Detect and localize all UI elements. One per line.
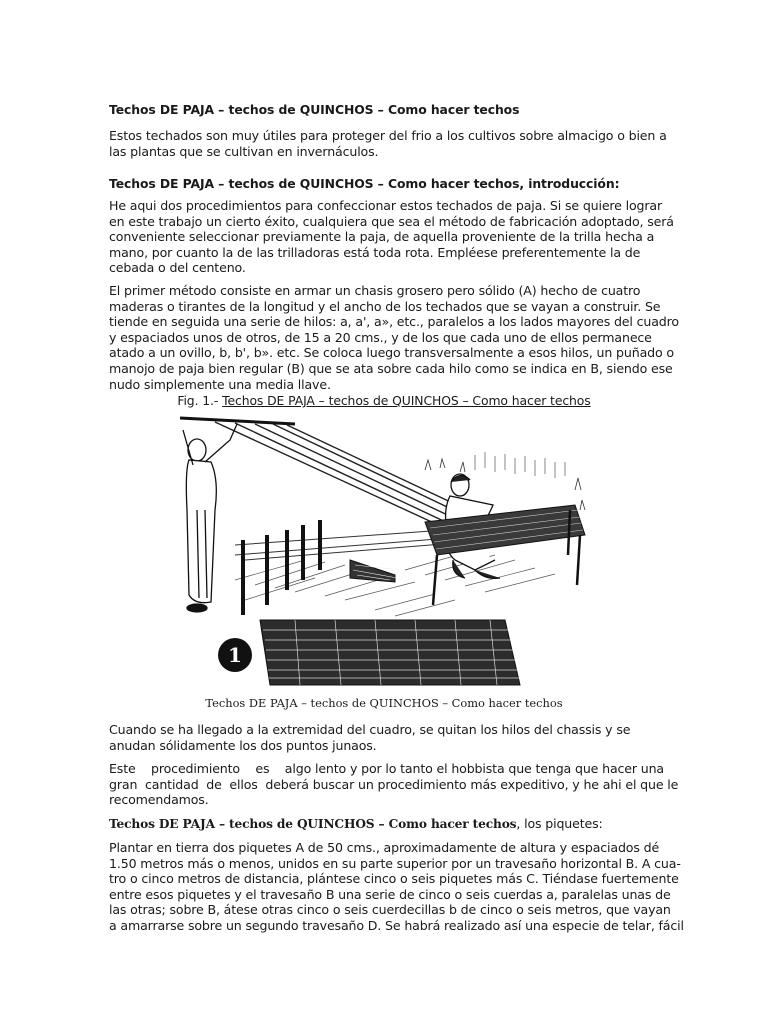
paragraph-extremidad (109, 722, 654, 753)
intro-paragraph (109, 128, 667, 159)
text-line: atado a un ovillo, b, b', b». etc. Se coloca luego transversalmente a esos hilos, un puñado o (109, 345, 674, 361)
text-line: Plantar en tierra dos piquetes A de 50 cms., aproximadamente de altura y espaciados dé (109, 840, 660, 855)
text-line: a amarrarse sobre un segundo travesaño D. Se habrá realizado así una especie de telar, fácil (109, 917, 684, 933)
heading-piquetes-bold: Techos DE PAJA – techos de QUINCHOS – Como hacer techos (109, 817, 517, 831)
figure-badge-number: 1 (228, 643, 242, 667)
text-line: tro o cinco metros de distancia, plántese cinco o seis piquetes más C. Tiéndase fuertemente (109, 871, 679, 887)
paragraph-primer-metodo (109, 283, 679, 392)
text-line: maderas o tirantes de la longitud y el ancho de los techados que se vayan a construir. Se (109, 298, 661, 314)
figure-bottom-caption: Techos DE PAJA – techos de QUINCHOS – Como hacer techos (205, 696, 563, 710)
text-line: en este trabajo un cierto éxito, cualquiera que sea el método de fabricación adoptado, será (109, 213, 674, 229)
paragraph-piquetes (109, 840, 684, 934)
text-line: anudan sólidamente los dos puntos junaos. (109, 737, 377, 753)
text-line: las otras; sobre B, átese otras cinco o seis cuerdecillas b de cinco o seis metros, que vayan (109, 902, 671, 918)
text-line: las plantas que se cultivan en invernáculos. (109, 143, 379, 159)
heading-introduccion: Techos DE PAJA – techos de QUINCHOS – Como hacer techos, introducción: (109, 176, 620, 191)
text-line: Estos techados son muy útiles para proteger del frio a los cultivos sobre almacigo o bien a (109, 128, 667, 143)
figure-number-badge (218, 638, 252, 672)
text-line: He aqui dos procedimientos para confeccionar estos techados de paja. Si se quiere lograr (109, 198, 663, 213)
text-line: entre esos piquetes y el travesaño B una serie de cinco o seis cuerdas a, paralelas unas de (109, 886, 671, 902)
text-line: El primer método consiste en armar un chasis grosero pero sólido (A) hecho de cuatro (109, 283, 641, 298)
text-line: gran cantidad de ellos deberá buscar un procedimiento más expeditivo, y he ahi el que le (109, 776, 679, 792)
paragraph-procedimientos (109, 198, 674, 276)
heading-piquetes (109, 816, 654, 833)
text-line: conveniente seleccionar previamente la paja, de aquella proveniente de la trilla hecha a (109, 229, 655, 245)
text-line: cebada o del centeno. (109, 260, 246, 276)
text-line: manojo de paja bien regular (B) que se ata sobre cada hilo como se indica en B, siendo ese (109, 360, 673, 376)
figure-caption (0, 393, 768, 409)
heading-techos-de-paja: Techos DE PAJA – techos de QUINCHOS – Como hacer techos (109, 102, 520, 117)
figure-caption-link[interactable]: Techos DE PAJA – techos de QUINCHOS – Como hacer techos (222, 393, 591, 408)
heading-piquetes-rest: , los piquetes: (516, 816, 603, 831)
text-line: 1.50 metros más o menos, unidos en su parte superior por un travesaño horizontal B. A cua- (109, 855, 681, 871)
thatch-weaving-illustration (175, 410, 595, 695)
text-line: Cuando se ha llegado a la extremidad del cuadro, se quitan los hilos del chassis y se (109, 722, 631, 737)
text-line: y espaciados unos de otros, de 15 a 20 cms., y de los que cada uno de ellos permanece (109, 329, 652, 345)
figure-number: Fig. 1.- (177, 393, 223, 408)
paragraph-procedimiento-lento (109, 761, 679, 808)
text-line: tiende en seguida una serie de hilos: a, a', a», etc., paralelos a los lados mayores del cuadro (109, 314, 679, 330)
text-line: recomendamos. (109, 792, 209, 808)
text-line: mano, por cuanto la de las trilladoras está toda rota. Empléese preferentemente la de (109, 244, 641, 260)
text-line: nudo simplemente una media llave. (109, 376, 331, 392)
text-line: Este procedimiento es algo lento y por lo tanto el hobbista que tenga que hacer una (109, 761, 664, 776)
